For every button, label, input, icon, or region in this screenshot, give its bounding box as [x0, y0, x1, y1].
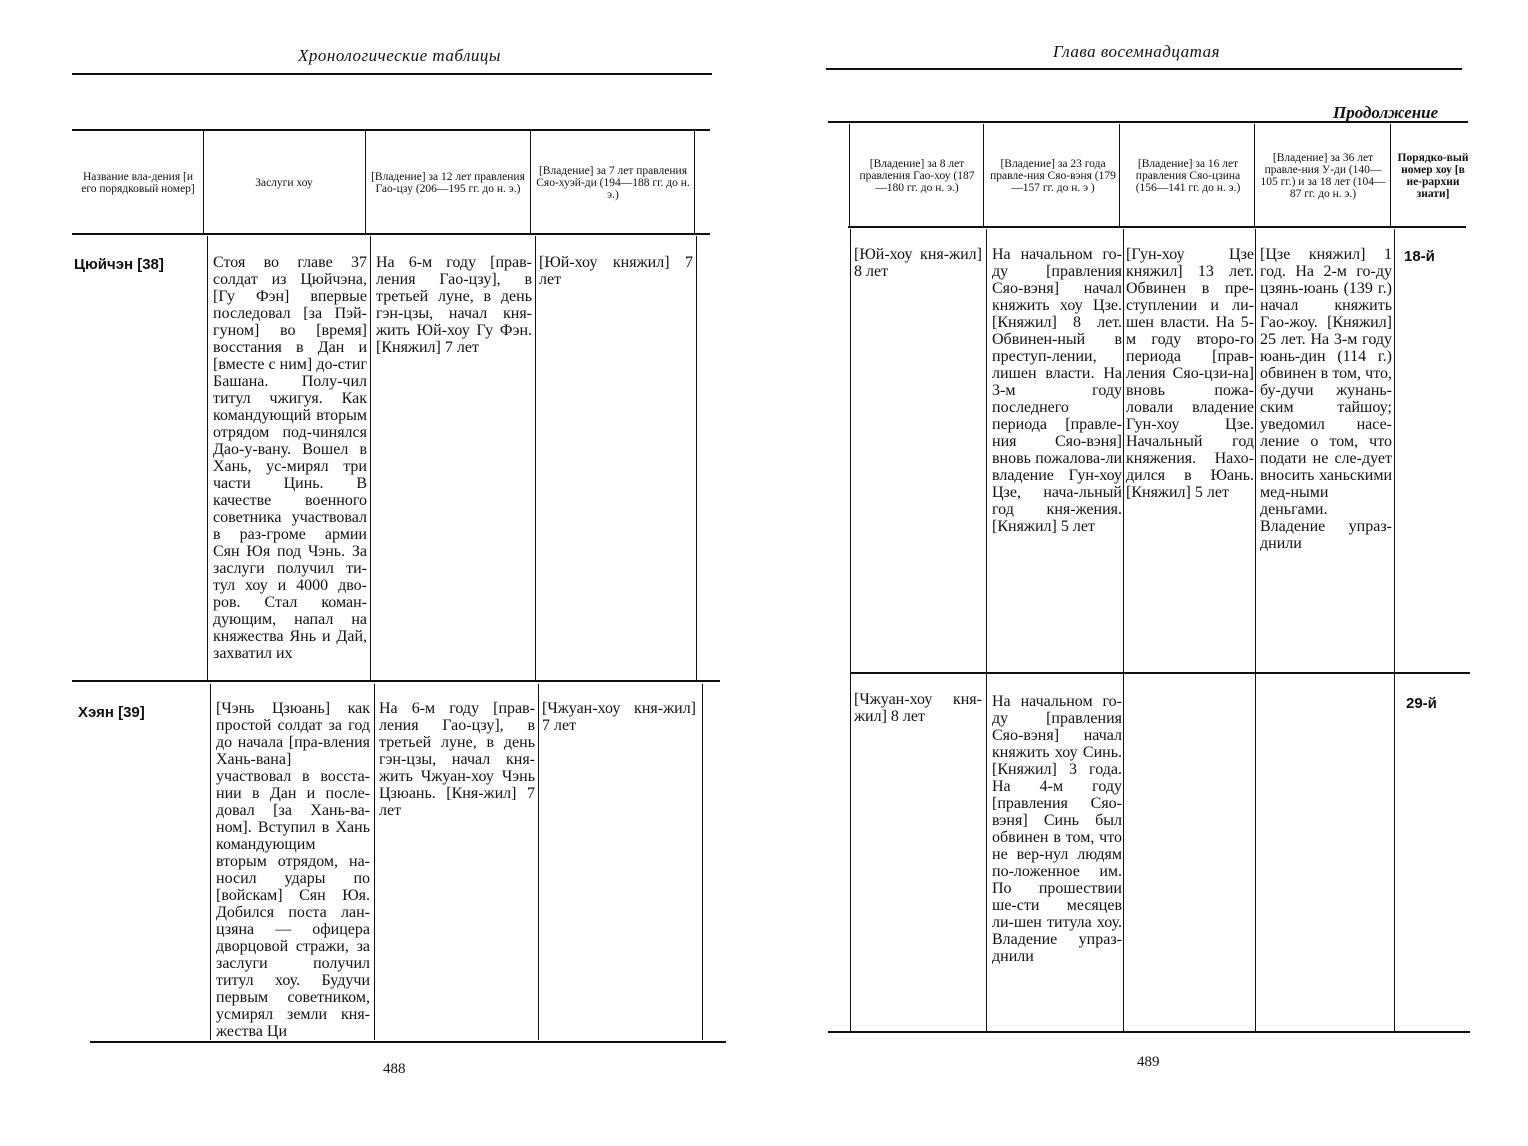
- header-merits: Заслуги хоу: [255, 177, 313, 189]
- column-rule: [207, 236, 208, 680]
- table-top-rule: [72, 129, 710, 131]
- order-number: 29-й: [1406, 695, 1437, 712]
- header-xiaowen: [Владение] за 23 года правле-ния Сяо-вэня (179—157 гг. до н. э ): [990, 158, 1116, 194]
- xiaohui-cell: [Чжуан-хоу кня-жил] 7 лет: [542, 700, 696, 734]
- column-rule: [696, 236, 697, 680]
- header-xiaojing: [Владение] за 16 лет правления Сяо-цзина (156—141 гг. до н. э.): [1135, 158, 1241, 194]
- page-number: 488: [383, 1061, 406, 1077]
- merits-cell: Стоя во главе 37 солдат из Цюйчэна, [Гу Фэн] впервые последовал [за Пэй-гуном] во [время] восстания в Дан и [вместе с ним] до-стиг Башана. Полу-чил титул чжигуя. Как командующий вторым отрядом под-чинялся Дао-у-вану. Вошел в Хань, ус-мирял три части Цинь. В качестве военного советника участвовал в раз-громе армии Сян Юя под Чэнь. За заслуги получил ти-тул хоу и 4000 дво-ров. Стал коман-дующим, напал на княжества Янь и Дай, захватил их: [213, 254, 367, 662]
- xiaojing-cell: [Гун-хоу Цзе княжил] 13 лет. Обвинен в пре-ступлении и ли-шен власти. На 5-м году второ-го периода [прав-ления Сяо-цзи-на] вновь пожа-ловали владение Гун-хоу Цзе. Начальный год княжения. Нахо-дился в Юань. [Княжил] 5 лет: [1126, 246, 1254, 501]
- header-order-number: Порядко-вый номер хоу [в ие-рархии знати]: [1397, 152, 1469, 200]
- xiaohui-cell: [Юй-хоу княжил] 7 лет: [539, 254, 693, 288]
- header-gaohou: [Владение] за 8 лет правления Гао-хоу (187—180 гг. до н. э.): [859, 158, 975, 194]
- row-separator-rule: [850, 672, 1470, 674]
- running-head: Глава восемнадцатая: [1053, 42, 1220, 61]
- row-separator-rule: [72, 680, 720, 682]
- column-rule: [1123, 229, 1124, 1031]
- column-rule: [1254, 124, 1255, 226]
- column-rule: [538, 684, 539, 1040]
- row-name: Хэян [39]: [78, 704, 145, 721]
- header-domain-name: Название вла-дения [и его порядковый номер]: [81, 171, 195, 195]
- running-head: Хронологические таблицы: [298, 46, 501, 65]
- gaozu-cell: На 6-м году [прав-ления Гао-цзу], в третьей луне, в день гэн-цзы, начал кня-жить Чжуан-хоу Чэнь Цзюань. [Кня-жил] 7 лет: [379, 700, 535, 819]
- column-rule: [986, 229, 987, 1031]
- column-rule: [203, 131, 204, 235]
- header-bottom-rule: [848, 226, 1466, 228]
- order-number: 18-й: [1404, 248, 1435, 265]
- table-bottom-rule: [828, 1031, 1470, 1033]
- column-rule: [374, 684, 375, 1040]
- column-rule: [365, 131, 366, 235]
- table-bottom-rule: [90, 1041, 726, 1043]
- head-rule: [826, 68, 1462, 70]
- xiaowen-cell: На начальном го-ду [правления Сяо-вэня] начал княжить хоу Цзе. [Княжил] 8 лет. Обвинен-ный в преступ-лении, лишен власти. На 3-м году последнего периода [правле-ния Сяо-вэня] вновь пожалова-ли владение Гун-хоу Цзе, нача-льный год кня-жения. [Княжил] 5 лет: [992, 246, 1122, 535]
- column-rule: [1119, 124, 1120, 226]
- header-bottom-rule: [72, 233, 710, 235]
- column-rule: [983, 124, 984, 226]
- page-number: 489: [1137, 1054, 1160, 1070]
- column-rule: [210, 684, 211, 1040]
- table-top-rule: [828, 121, 1468, 123]
- column-rule: [850, 229, 851, 1031]
- merits-cell: [Чэнь Цзюань] как простой солдат за год до начала [пра-вления Хань-вана] участвовал в восста-нии в Дан и после-довал [за Хань-ва-ном]. Вступил в Хань командующим вторым отрядом, на-носил удары по [войскам] Сян Юя. Добился поста лан-цзяна — офицера дворцовой стражи, за заслуги получил титул хоу. Будучи первым советником, усмирял земли кня-жества Ци: [216, 700, 370, 1040]
- column-rule: [1394, 229, 1395, 1031]
- head-rule: [72, 73, 712, 75]
- header-wudi: [Владение] за 36 лет правле-ния У-ди (140—105 гг.) и за 18 лет (104—87 гг. до н. э.): [1260, 152, 1386, 200]
- row-name: Цюйчэн [38]: [74, 256, 164, 273]
- column-rule: [535, 236, 536, 680]
- column-rule: [370, 236, 371, 680]
- column-rule: [694, 131, 695, 235]
- gaohou-cell: [Юй-хоу кня-жил] 8 лет: [854, 246, 982, 280]
- header-gaozu: [Владение] за 12 лет правления Гао-цзу (206—195 гг. до н. э.): [371, 171, 525, 195]
- right-page: [764, 0, 1528, 1146]
- wudi-cell: [Цзе княжил] 1 год. На 2-м го-ду цзянь-юань (139 г.) начал княжить Гао-жоу. [Княжил] 25 лет. На 3-м году юань-дин (114 г.) обвинен в том, что, бу-дучи жунань-ским тайшоу; уведомил насе-ление о том, что подати не сле-дует вносить ханьскими мед-ными деньгами. Владение упраз-днили: [1260, 246, 1392, 552]
- gaozu-cell: На 6-м году [прав-ления Гао-цзу], в третьей луне, в день гэн-цзы, начал кня-жить Юй-хоу Гу Фэн. [Княжил] 7 лет: [376, 254, 532, 356]
- continuation-label: Продолжение: [1333, 103, 1439, 122]
- gaohou-cell: [Чжуан-хоу кня-жил] 8 лет: [854, 691, 982, 725]
- column-rule: [1390, 124, 1391, 226]
- header-xiaohui: [Владение] за 7 лет правления Сяо-хуэй-ди (194—188 гг. до н. э.): [536, 165, 690, 201]
- column-rule: [702, 684, 703, 1040]
- column-rule: [1255, 229, 1256, 1031]
- column-rule: [849, 124, 850, 226]
- column-rule: [530, 131, 531, 235]
- xiaowen-cell: На начальном го-ду [правления Сяо-вэня] начал княжить хоу Синь. [Княжил] 3 года. На 4-м году [правления Сяо-вэня] Синь был обвинен в том, что не вер-нул людям по-ложенное им. По прошествии ше-сти месяцев ли-шен титула хоу. Владение упраз-днили: [992, 693, 1122, 965]
